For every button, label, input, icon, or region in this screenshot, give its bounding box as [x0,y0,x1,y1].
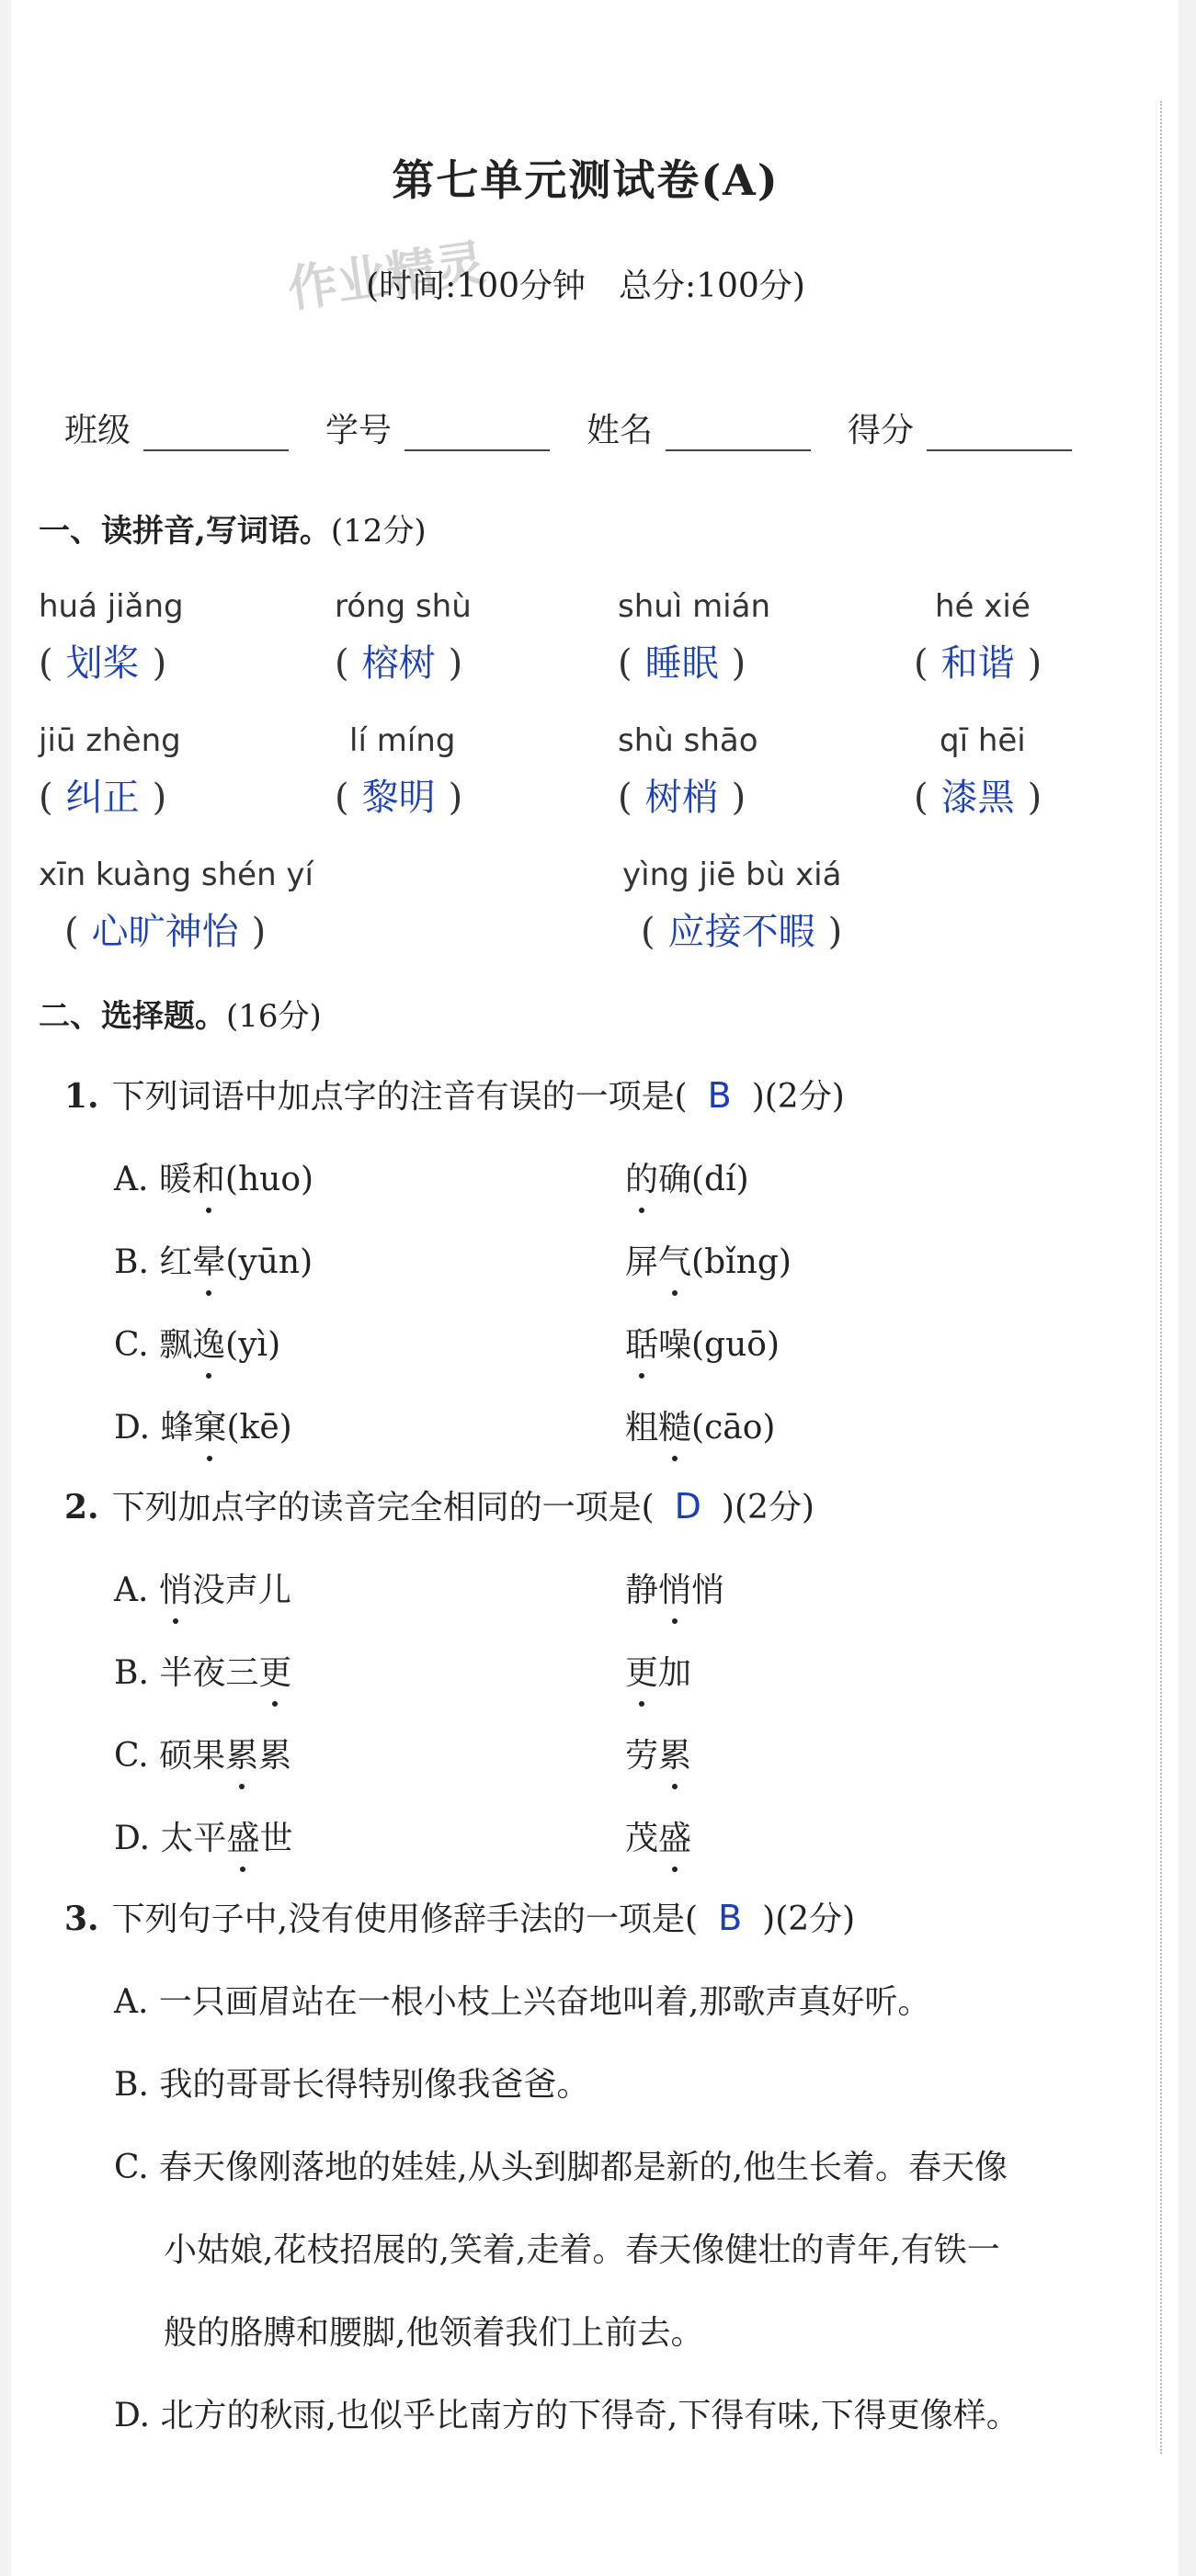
dotted-char: 聒 [625,1319,658,1366]
q1-option-d-right [625,1401,775,1448]
section-1-heading [39,505,427,550]
q2-option-d-right [625,1812,691,1859]
answer-text: 睡眠 [644,642,719,685]
option-text: A. 暖 [114,1161,192,1198]
option-text: 世 [259,1820,293,1857]
dotted-char: 累 [658,1730,691,1776]
section-heading-text: 一、读拼音,写词语。 [39,513,331,550]
question-text: 下列句子中,没有使用修辞手法的一项是( [111,1901,699,1938]
fill-blank[interactable] [404,418,550,451]
section-2-heading [39,991,322,1036]
question-answer: B [718,1898,743,1938]
fill-blank[interactable] [666,418,811,451]
pinyin-2: róng shù [335,588,472,625]
question-number: 3. [64,1900,99,1938]
option-text: 悄 [691,1572,725,1609]
answer-2: ( 榕树 ) [335,642,463,685]
info-name [587,404,811,451]
option-text: (yūn) [225,1243,313,1281]
answer-7: ( 树梢 ) [618,777,746,819]
q2-option-c-left [114,1730,291,1776]
answer-5: ( 纠正 ) [39,777,167,819]
option-text: 确(dí) [658,1161,749,1198]
answer-text: 纠正 [65,777,140,819]
dotted-char: 气 [658,1236,691,1283]
q1-option-b-left [114,1236,313,1283]
q3-option-d: D. 北方的秋雨,也似乎比南方的下得奇,下得有味,下得更像样。 [114,2397,1019,2434]
dotted-char: 晕 [192,1236,225,1283]
q2-option-d-left [114,1812,293,1859]
fill-blank[interactable] [927,418,1072,451]
dotted-char: 悄 [159,1564,192,1611]
option-text: (yì) [225,1326,281,1364]
info-label: 得分 [848,412,915,449]
pinyin-9: xīn kuàng shén yí [39,857,313,893]
q1-option-c-left [114,1319,280,1366]
option-text: 屏 [625,1243,659,1281]
question-text: 下列词语中加点字的注音有误的一项是( [111,1078,688,1116]
answer-text: 和谐 [940,642,1015,685]
option-text: D. 蜂 [114,1409,194,1447]
q3-option-c-line-3: 般的胳膊和腰脚,他领着我们上前去。 [164,2314,704,2352]
pinyin-4: hé xié [935,588,1031,625]
answer-10: ( 应接不暇 ) [641,911,843,953]
q3-option-a: A. 一只画眉站在一根小枝上兴奋地叫着,那歌声真好听。 [114,1983,931,2021]
watermark-logo: 作业精灵 [284,233,489,319]
option-text: 茂 [625,1820,659,1857]
question-number: 1. [64,1077,99,1116]
worksheet-page [11,0,1179,2576]
dotted-char: 的 [625,1153,658,1200]
q2-option-a-right [625,1564,724,1611]
dotted-char: 糙 [658,1401,691,1448]
pinyin-8: qī hēi [940,722,1026,759]
q3-option-c-line-1: C. 春天像刚落地的娃娃,从头到脚都是新的,他生长着。春天像 [114,2149,1008,2186]
info-label: 班级 [64,412,131,449]
answer-text: 漆黑 [940,777,1015,819]
option-text: 噪(guō) [658,1326,780,1364]
question-number: 2. [64,1488,99,1526]
option-text: C. 飘 [114,1326,193,1364]
q2-option-b-left [114,1647,291,1694]
question-score: )(2分) [762,1901,856,1938]
dotted-char: 盛 [658,1812,691,1859]
answer-text: 榕树 [361,642,436,685]
dotted-char: 更 [258,1647,291,1694]
pinyin-6: lí míng [349,722,456,759]
dotted-char: 窠 [193,1401,226,1448]
student-info-row [64,404,1072,451]
option-text: (kē) [226,1409,292,1447]
answer-8: ( 漆黑 ) [914,777,1042,819]
option-text: C. 硕果 [114,1737,226,1775]
answer-text: 划桨 [65,642,140,685]
dotted-char: 更 [625,1647,658,1694]
answer-3: ( 睡眠 ) [618,642,746,685]
question-answer: B [707,1075,732,1116]
dotted-char: 盛 [226,1812,259,1859]
question-3 [64,1893,855,1940]
pinyin-3: shuì mián [618,588,771,625]
section-score: (16分) [226,998,322,1035]
answer-text: 应接不暇 [667,911,815,953]
answer-text: 树梢 [644,777,719,819]
info-student-number [325,404,550,451]
q3-option-c-line-2: 小姑娘,花枝招展的,笑着,走着。春天像健壮的青年,有铁一 [164,2231,1000,2269]
option-text: 没声儿 [191,1572,291,1609]
q2-option-c-right [625,1730,691,1776]
answer-6: ( 黎明 ) [335,777,463,819]
question-score: )(2分) [721,1489,814,1526]
option-text: D. 太平 [114,1820,227,1857]
option-text: 劳 [625,1737,659,1775]
pinyin-1: huá jiǎng [39,588,184,625]
q1-option-d-left [114,1401,292,1448]
pinyin-7: shù shāo [618,722,758,759]
question-1 [64,1071,845,1118]
answer-1: ( 划桨 ) [39,642,167,685]
q1-option-a-right [625,1153,749,1200]
option-text: B. 半夜三 [114,1654,259,1692]
option-text: 粗 [625,1409,659,1447]
option-text: 累 [258,1737,292,1775]
info-class [64,404,289,451]
answer-text: 黎明 [361,777,436,819]
exam-time-score: (时间:100分钟 总分:100分) [366,267,805,305]
dotted-char: 和 [192,1153,225,1200]
info-label: 学号 [325,412,393,449]
answer-text: 心旷神怡 [91,911,239,953]
fill-blank[interactable] [143,418,289,451]
info-label: 姓名 [587,412,654,449]
option-text: (huo) [224,1161,314,1198]
q3-option-b: B. 我的哥哥长得特别像我爸爸。 [114,2066,590,2104]
q1-option-c-right [625,1319,780,1366]
answer-4: ( 和谐 ) [914,642,1042,685]
option-text: 静 [625,1572,659,1609]
pinyin-5: jiū zhèng [39,722,181,759]
page-title: 第七单元测试卷(A) [392,155,780,205]
q1-option-a-left [114,1153,313,1200]
option-text: (cāo) [691,1409,776,1447]
question-answer: D [674,1486,701,1526]
pinyin-10: yìng jiē bù xiá [622,857,842,893]
option-text: (bǐng) [691,1243,792,1281]
question-2 [64,1481,814,1528]
dotted-char: 累 [225,1730,258,1776]
option-text: A. [114,1572,159,1609]
option-text: B. 红 [114,1243,193,1281]
q2-option-b-right [625,1647,691,1694]
answer-9: ( 心旷神怡 ) [64,911,267,953]
info-score [848,404,1072,451]
dotted-char: 悄 [658,1564,691,1611]
section-score: (12分) [330,513,427,550]
q2-option-a-left [114,1564,291,1611]
question-text: 下列加点字的读音完全相同的一项是( [111,1489,655,1526]
option-text: 加 [658,1654,692,1692]
section-heading-text: 二、选择题。 [39,998,226,1035]
q1-option-b-right [625,1236,792,1283]
dotted-char: 逸 [192,1319,225,1366]
question-score: )(2分) [751,1078,845,1116]
binding-dotted-line [1160,101,1162,2454]
